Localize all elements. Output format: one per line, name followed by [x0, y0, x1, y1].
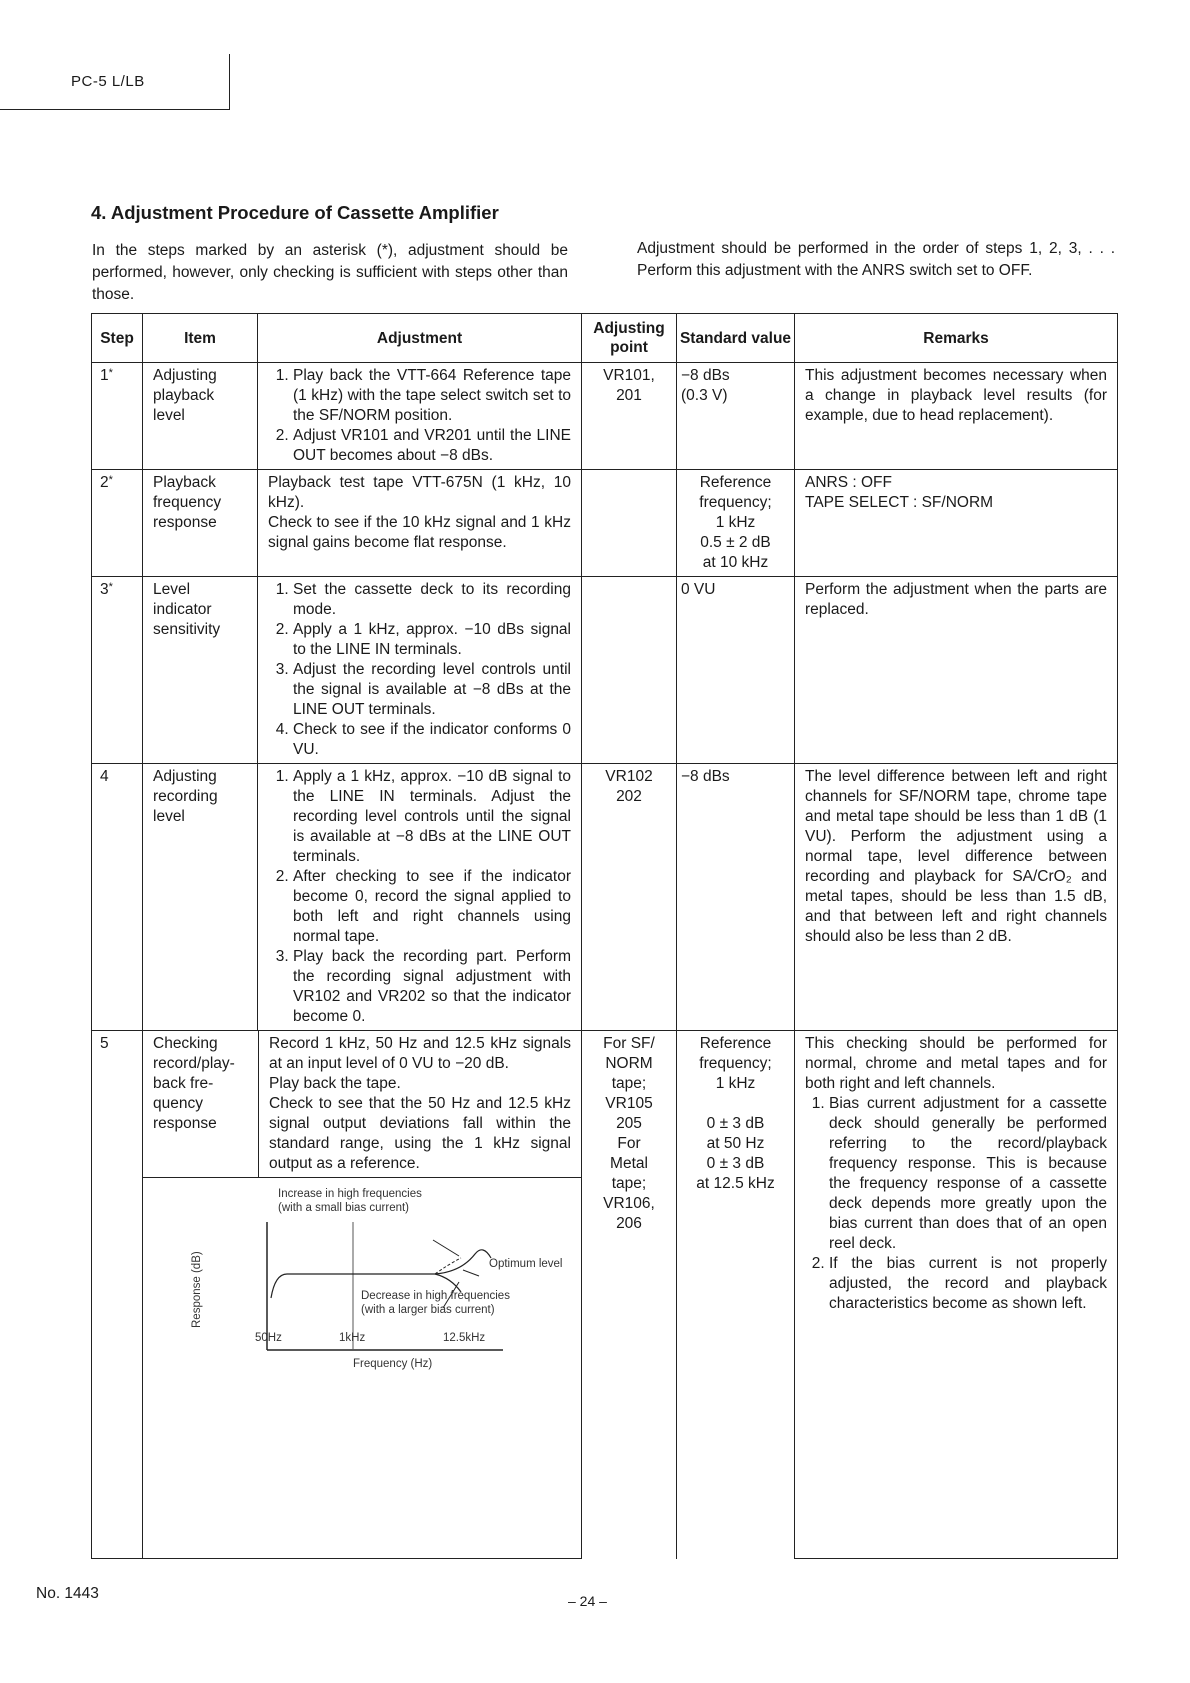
adjustment-line: Check to see that the 50 Hz and 12.5 kHz signal output deviations fall within the standard range, using the 1 kHz signal output as a reference.	[269, 1095, 571, 1172]
adjustment-step: 3. Adjust the recording level controls until the signal is available at −8 dBs at the LINE OUT terminals.	[293, 660, 571, 720]
step-cell	[92, 1031, 143, 1559]
remarks-cell	[795, 1031, 1118, 1559]
adjustment-cell	[258, 577, 582, 764]
bias-response-graph	[143, 1178, 581, 1558]
header-step: Step	[92, 314, 143, 363]
adjustment-cell	[258, 470, 582, 577]
standard-value-cell: −8 dBs	[677, 764, 795, 1031]
remarks-cell: Perform the adjustment when the parts are replaced.	[795, 577, 1118, 764]
adjustment-step: 1. Apply a 1 kHz, approx. −10 dB signal to the LINE IN terminals. Adjust the recording level controls until the signal is available at −8 dBs at the LINE OUT terminals.	[293, 767, 571, 867]
step-number: 2	[100, 474, 109, 491]
annotation-decrease-2: (with a larger bias current)	[361, 1304, 495, 1316]
adjustment-cell	[259, 1031, 581, 1177]
item-cell: Playback frequency response	[143, 470, 258, 577]
table-row	[92, 470, 1118, 577]
adjustment-step: 4. Check to see if the indicator conforms 0 VU.	[293, 720, 571, 760]
adjustment-step: 2. After checking to see if the indicator become 0, record the signal applied to both left and right channels using normal tape.	[293, 867, 571, 947]
model-name: PC-5 L/LB	[71, 73, 145, 90]
header-adjusting-point: Adjusting point	[582, 314, 677, 363]
remarks-item: 1. Bias current adjustment for a cassette deck should generally be performed referring to the record/playback frequency response. This is because the frequency response of a cassette deck depends more greatly upon the bias current than does that of an open reel deck.	[829, 1094, 1107, 1254]
standard-value-cell: Reference frequency; 1 kHz 0 ± 3 dB at 50 Hz 0 ± 3 dB at 12.5 kHz	[677, 1031, 795, 1559]
item-cell: Adjusting playback level	[143, 363, 258, 470]
adjusting-point-cell	[582, 470, 677, 577]
adjusting-point-cell: VR102 202	[582, 764, 677, 1031]
step-number: 4	[100, 768, 109, 785]
adjustment-line: Play back the tape.	[269, 1075, 401, 1092]
annotation-increase-2: (with a small bias current)	[278, 1202, 410, 1214]
table-row	[92, 363, 1118, 470]
graph-y-label: Response (dB)	[191, 1251, 203, 1328]
step-cell	[92, 577, 143, 764]
adjustment-cell	[258, 764, 582, 1031]
step-number: 1	[100, 367, 109, 384]
adjustment-step: 2. Adjust VR101 and VR201 until the LINE OUT becomes about −8 dBs.	[293, 426, 571, 466]
item-cell: Checking record/play- back fre- quency response	[143, 1031, 259, 1177]
graph-x-label: Frequency (Hz)	[353, 1358, 433, 1370]
document-number: No. 1443	[36, 1585, 99, 1602]
step-number: 3	[100, 581, 109, 598]
annotation-decrease-1: Decrease in high frequencies	[361, 1290, 510, 1302]
table-row	[92, 764, 1118, 1031]
arrow-optimum	[463, 1270, 479, 1276]
item-cell: Adjusting recording level	[143, 764, 258, 1031]
remarks-cell: This adjustment becomes necessary when a change in playback level results (for example, due to head replacement).	[795, 363, 1118, 470]
header-adjustment: Adjustment	[258, 314, 582, 363]
adjusting-point-cell: VR101, 201	[582, 363, 677, 470]
item-adjustment-split	[143, 1031, 581, 1178]
page-number: – 24 –	[568, 1593, 607, 1609]
table-row	[92, 577, 1118, 764]
tick-12-5khz: 12.5kHz	[443, 1332, 486, 1344]
adjustment-step: 2. Apply a 1 kHz, approx. −10 dBs signal to the LINE IN terminals.	[293, 620, 571, 660]
adjustment-cell	[258, 363, 582, 470]
adjusting-point-cell	[582, 577, 677, 764]
header-standard-value: Standard value	[677, 314, 795, 363]
tick-50hz: 50Hz	[255, 1332, 282, 1344]
standard-value-cell: Reference frequency; 1 kHz 0.5 ± 2 dB at 10 kHz	[677, 470, 795, 577]
asterisk: *	[108, 367, 113, 379]
adjustment-line: Record 1 kHz, 50 Hz and 12.5 kHz signals at an input level of 0 VU to −20 dB.	[269, 1035, 571, 1072]
table-row	[92, 1031, 1118, 1559]
adjustment-step: 1. Set the cassette deck to its recording mode.	[293, 580, 571, 620]
header-item: Item	[143, 314, 258, 363]
adjustment-step: 3. Play back the recording part. Perform the recording signal adjustment with VR102 and VR202 so that the indicator become 0.	[293, 947, 571, 1027]
adjustment-table	[91, 313, 1118, 1559]
tick-1khz: 1kHz	[339, 1332, 366, 1344]
adjustment-line: Playback test tape VTT-675N (1 kHz, 10 kHz).	[268, 474, 571, 511]
annotation-optimum: Optimum level	[489, 1258, 563, 1270]
header-remarks: Remarks	[795, 314, 1118, 363]
arrow-increase	[433, 1240, 459, 1256]
asterisk: *	[108, 581, 113, 593]
intro-right: Adjustment should be performed in the order of steps 1, 2, 3, . . . Perform this adjustment with the ANRS switch set to OFF.	[637, 240, 1115, 279]
intro-left: In the steps marked by an asterisk (*), adjustment should be performed, however, only checking is sufficient with steps other than those.	[92, 242, 568, 303]
item-cell: Level indicator sensitivity	[143, 577, 258, 764]
adjustment-line: Check to see if the 10 kHz signal and 1 kHz signal gains become flat response.	[268, 514, 571, 551]
item-adjustment-graph-cell	[143, 1031, 582, 1559]
step-cell	[92, 764, 143, 1031]
step-cell	[92, 363, 143, 470]
adjustment-step: 1. Play back the VTT-664 Reference tape (1 kHz) with the tape select switch set to the SF/NORM position.	[293, 366, 571, 426]
adjusting-point-cell: For SF/ NORM tape; VR105 205 For Metal tape; VR106, 206	[582, 1031, 677, 1559]
remarks-item: 2. If the bias current is not properly adjusted, the record and playback characteristics become as shown left.	[829, 1254, 1107, 1314]
table-header-row	[92, 314, 1118, 363]
standard-value-cell: −8 dBs (0.3 V)	[677, 363, 795, 470]
annotation-increase-1: Increase in high frequencies	[278, 1188, 422, 1200]
remarks-cell: The level difference between left and right channels for SF/NORM tape, chrome tape and metal tape should be less than 1 dB (1 VU). Perform the adjustment using a normal tape, level difference between recording and playback for SA/CrO₂ and metal tapes, should be less than 1.5 dB, and that between left and right channels should also be less than 2 dB.	[795, 764, 1118, 1031]
step-cell	[92, 470, 143, 577]
remarks-cell: ANRS : OFF TAPE SELECT : SF/NORM	[795, 470, 1118, 577]
remarks-intro: This checking should be performed for normal, chrome and metal tapes and for both right and left channels.	[805, 1035, 1107, 1092]
asterisk: *	[108, 474, 113, 486]
standard-value-cell: 0 VU	[677, 577, 795, 764]
section-title: 4. Adjustment Procedure of Cassette Amplifier	[91, 202, 499, 223]
step-number: 5	[100, 1035, 109, 1052]
